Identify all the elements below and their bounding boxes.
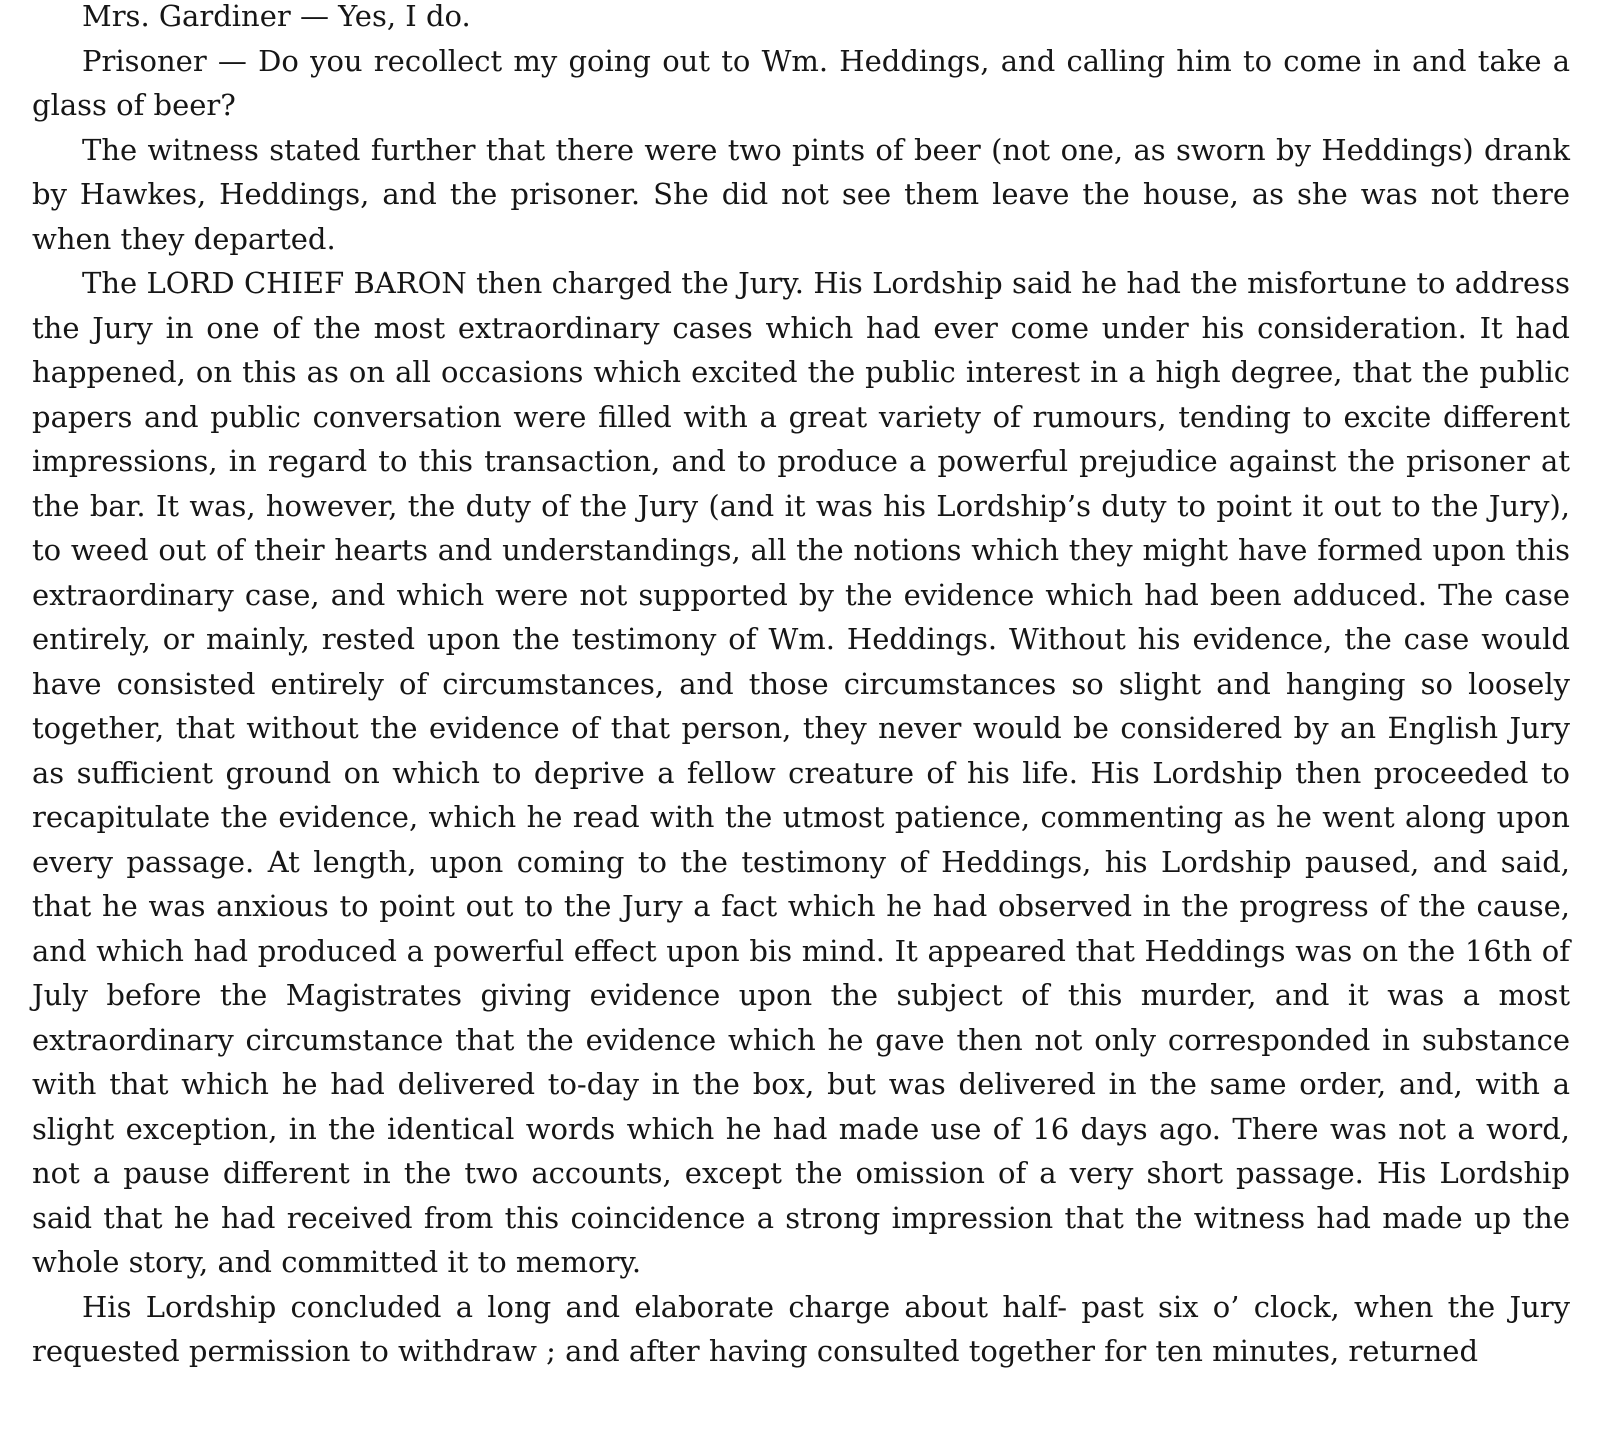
paragraph-charge-concluded — [32, 1285, 1570, 1374]
paragraph-lead: The — [82, 266, 147, 300]
paragraph-text: Prisoner — Do you recollect my going out to Wm. Heddings, and calling him to come in and take a glass of beer? — [32, 43, 1570, 122]
paragraph-witness-statement — [32, 128, 1570, 262]
paragraph-text: The witness stated further that there were two pints of beer (not one, as sworn by Heddings) drank by Hawkes, Heddings, and the prisoner. She did not see them leave the house, as she was not there when they departed. — [32, 132, 1570, 256]
document-body — [32, 0, 1570, 1374]
paragraph-witness-answer — [32, 0, 1570, 39]
paragraph-text: Mrs. Gardiner — Yes, I do. — [82, 0, 471, 33]
paragraph-prisoner-question — [32, 39, 1570, 128]
paragraph-lord-chief-baron-charge — [32, 261, 1570, 1285]
paragraph-text: His Lordship concluded a long and elaborate charge about half- past six o’ clock, when the Jury requested permission to withdraw ; and after having consulted together for ten minutes, returned — [32, 1289, 1570, 1368]
lord-chief-baron-title: LORD CHIEF BARON — [146, 266, 467, 300]
paragraph-text: then charged the Jury. His Lordship said he had the misfortune to address the Jury in one of the most extraordinary cases which had ever come under his consideration. It had happened, on this as on all occasions which excited the public interest in a high degree, that the public papers and public conversation were filled with a great variety of rumours, tending to excite different impressions, in regard to this transaction, and to produce a powerful prejudice against the prisoner at the bar. It was, however, the duty of the Jury (and it was his Lordship’s duty to point it out to the Jury), to weed out of their hearts and understandings, all the notions which they might have formed upon this extraordinary case, and which were not supported by the evidence which had been adduced. The case entirely, or mainly, rested upon the testimony of Wm. Heddings. Without his evidence, the case would have consisted entirely of circumstances, and those circumstances so slight and hanging so loosely together, that without the evidence of that person, they never would be considered by an English Jury as sufficient ground on which to deprive a fellow creature of his life. His Lordship then proceeded to recapitulate the evidence, which he read with the utmost patience, commenting as he went along upon every passage. At length, upon coming to the testimony of Heddings, his Lordship paused, and said, that he was anxious to point out to the Jury a fact which he had observed in the progress of the cause, and which had produced a powerful effect upon bis mind. It appeared that Heddings was on the 16th of July before the Magistrates giving evidence upon the subject of this murder, and it was a most extraordinary circumstance that the evidence which he gave then not only corresponded in substance with that which he had delivered to-day in the box, but was delivered in the same order, and, with a slight exception, in the identical words which he had made use of 16 days ago. There was not a word, not a pause different in the two accounts, except the omission of a very short passage. His Lordship said that he had received from this coincidence a strong impression that the witness had made up the whole story, and committed it to memory. — [32, 266, 1570, 1279]
